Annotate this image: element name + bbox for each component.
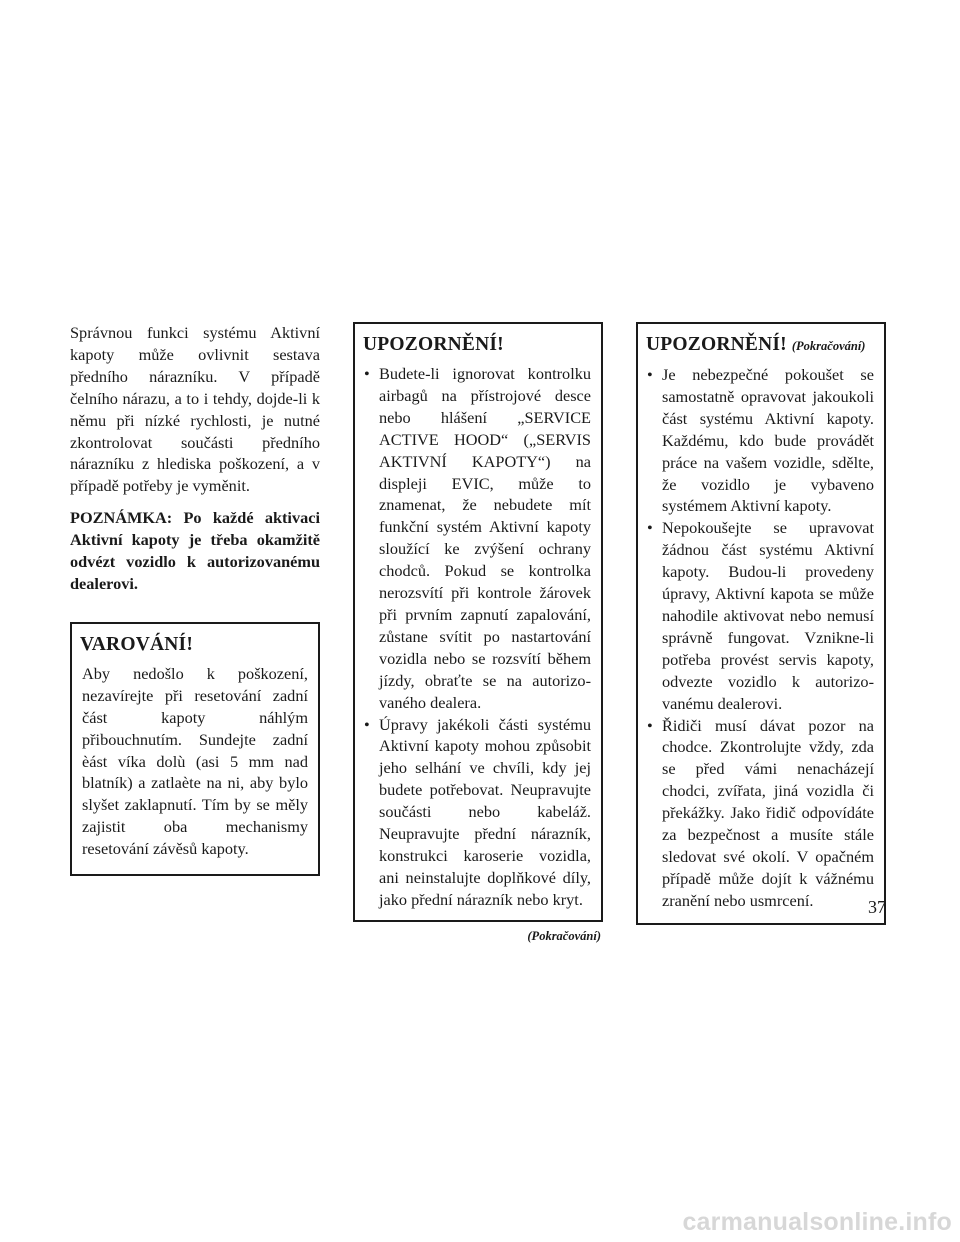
list-item bbox=[365, 714, 591, 911]
warning-text: Aby nedošlo k poškození, nezavírejte při resetování zadní část kapoty náhlým přibouchnutím. Sundejte zadní èást víka dolù (asi 5 mm nad blatník) a zatlaète na ni, aby bylo slyšet zaklapnutí. Tím by se měly zajistit oba mechanismy resetování závěsů kapoty. bbox=[82, 663, 308, 859]
continued-label: (Pokračování) bbox=[527, 928, 601, 943]
column-1 bbox=[70, 322, 320, 876]
bullet-icon: • bbox=[364, 714, 370, 734]
bullet-icon: • bbox=[364, 364, 370, 383]
note-paragraph: POZNÁMKA: Po každé aktivaci Aktivní kapoty je třeba okamžitě odvézt vozidlo k autorizovanému dealerovi. bbox=[70, 508, 320, 593]
caution-title-continued bbox=[646, 333, 874, 358]
page-number: 37 bbox=[868, 897, 886, 917]
caution-list bbox=[648, 364, 874, 912]
intro-paragraph: Správnou funkci systému Aktivní kapoty může ovlivnit sestava předního nárazníku. V případě čelního nárazu, a to i tehdy, dojde-li k němu při nízké rychlosti, je nutné zkontrolovat součásti předního nárazníku z hlediska poškození, a v případě potřeby je vyměnit. bbox=[70, 323, 320, 496]
list-item bbox=[648, 364, 874, 517]
bullet-icon: • bbox=[647, 715, 653, 735]
caution-title: UPOZORNĚNÍ! bbox=[363, 334, 504, 355]
list-item-text: Řidiči musí dávat pozor na chodce. Zkontrolujte vždy, zda se před vámi nenacházejí chodci, zvířata, jiná vozidla či překážky. Jako řidič odpovídáte za bezpečnost a musíte stále sledovat své okolí. V opačném případě může dojít k vážnému zranění nebo usmrcení. bbox=[662, 715, 874, 910]
column-2 bbox=[353, 322, 603, 944]
caution-box-continued bbox=[636, 322, 886, 925]
caution-list bbox=[365, 363, 591, 911]
list-item bbox=[648, 715, 874, 912]
list-item-text: Budete-li ignorovat kontrolku airbagů na přístrojové desce nebo hlášení „SERVICE ACTIVE HOOD“ („SERVIS AKTIVNÍ KAPOTY“) na displeji EVIC, může to znamenat, že nebudete mít funkční systém Aktivní kapoty sloužící ke zvýšení ochrany chodců. Pokud se kontrolka nerozsvítí při kontrole žárovek při prvním zapnutí zapalování, zůstane svítit po nastartování vozidla nebo se rozsvítí během jízdy, obraťte se na autorizovaného dealera. bbox=[379, 364, 591, 712]
warning-box bbox=[70, 622, 320, 876]
bullet-icon: • bbox=[647, 518, 653, 538]
caution-title-text: UPOZORNĚNÍ! bbox=[646, 334, 787, 355]
caution-box bbox=[353, 322, 603, 922]
list-item-text: Nepokoušejte se upravovat žádnou část systému Aktivní kapoty. Budou-li provedeny úpravy, Aktivní kapota se může nahodile aktivovat nebo nemusí správně fungovat. Vznikne-li potřeba provést servis kapoty, odvezte vozidlo k autorizovanému dealerovi. bbox=[662, 518, 874, 713]
watermark: carmanualsonline.info bbox=[682, 1208, 952, 1236]
column-3 bbox=[636, 322, 886, 925]
list-item bbox=[365, 363, 591, 714]
list-item-text: Je nebezpečné pokoušet se samostatně opravovat jakoukoli část systému Aktivní kapoty. Každému, kdo bude provádět práce na vašem vozidle, sdělte, že vozidlo je vybaveno systémem Aktivní kapoty. bbox=[662, 365, 874, 516]
continued-label: (Pokračování) bbox=[791, 339, 866, 353]
bullet-icon: • bbox=[647, 365, 653, 384]
list-item-text: Úpravy jakékoli části systému Aktivní kapoty mohou způsobit jeho selhání ve chvíli, kdy jej budete potřebovat. Neupravujte součásti nebo kabeláž. Neupravujte přední nárazník, konstrukci karoserie vozidla, ani neinstalujte doplňkové díly, jako přední nárazník nebo kryt. bbox=[379, 714, 591, 909]
warning-title: VAROVÁNÍ! bbox=[80, 633, 194, 655]
list-item bbox=[648, 517, 874, 714]
